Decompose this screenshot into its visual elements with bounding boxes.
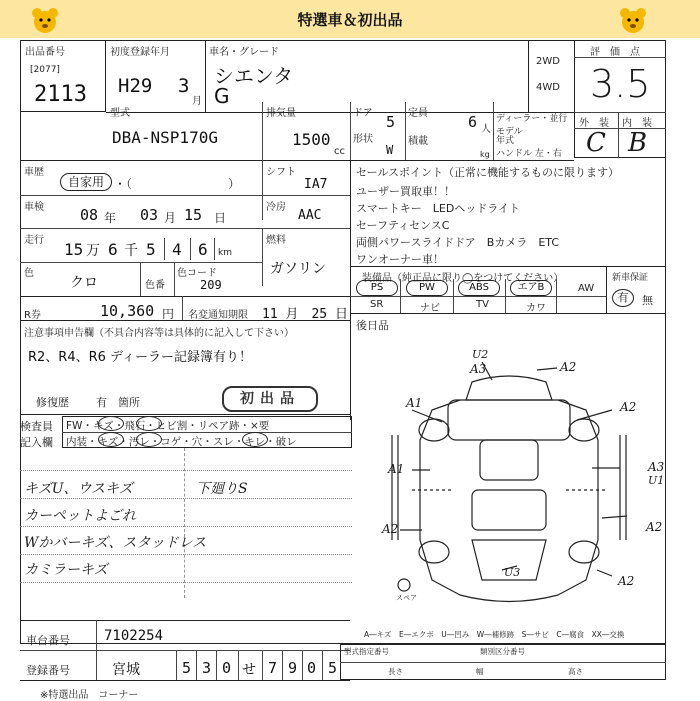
repair-label: 後日品 bbox=[356, 319, 389, 332]
stamp-text: 初出品 bbox=[240, 391, 300, 407]
insp-day: 15 bbox=[184, 206, 203, 224]
plate-area: 宮城 bbox=[112, 662, 140, 678]
mileage-u2: 千 bbox=[124, 243, 138, 259]
plate-d7: 5 bbox=[328, 659, 338, 677]
hand-note-4: Wかバーキズ、スタッドレス bbox=[24, 535, 207, 551]
equip-sr: SR bbox=[370, 299, 384, 310]
int-label: 内 装 bbox=[622, 118, 652, 129]
points-title: セールスポイント（正常に機能するものに限ります） bbox=[356, 166, 620, 179]
recycle-value: 10,360 bbox=[100, 302, 155, 320]
type-number-label: 型式指定番号 bbox=[344, 647, 389, 656]
mark-a2-left: A2 bbox=[382, 522, 399, 536]
check-row-1: FW・キズ・飛石・ヒビ割・リペア跡・×要 bbox=[66, 420, 270, 432]
points-line-4: 両側パワースライドドア Bカメラ ETC bbox=[356, 236, 560, 249]
mileage-d2: 6 bbox=[108, 240, 118, 259]
points-line-3: セーフティセンスC bbox=[356, 219, 450, 232]
equip-airbag: エアB bbox=[510, 280, 552, 296]
mark-u1-right: U1 bbox=[648, 474, 665, 487]
points-line-2: スマートキー LEDヘッドライト bbox=[356, 202, 520, 215]
mascot-icon-right bbox=[618, 6, 648, 34]
reg-era: H29 bbox=[118, 75, 153, 97]
check-row-2: 内装・キズ・汚レ・コゲ・穴・スレ・キレ・破レ bbox=[66, 436, 297, 448]
drive-4wd: 4WD bbox=[536, 82, 560, 93]
header-bar bbox=[0, 0, 700, 38]
notice-label: 名変通知期限 bbox=[188, 310, 248, 321]
mileage-d1: 15 bbox=[64, 240, 84, 259]
insp-year-unit: 年 bbox=[104, 211, 117, 225]
mark-a2-front-right: A2 bbox=[620, 400, 637, 414]
doors-value: 5 bbox=[386, 113, 396, 131]
plate-d5: 9 bbox=[288, 659, 298, 677]
hand-note-2: 下廻りS bbox=[196, 481, 248, 497]
recycle-label: R券 bbox=[24, 310, 41, 321]
ac-label: 冷房 bbox=[266, 202, 286, 213]
hand-note-3: カーペットよごれ bbox=[24, 508, 136, 524]
class-number-label: 類別区分番号 bbox=[480, 647, 525, 656]
history-label: 車歴 bbox=[24, 167, 44, 178]
check-label-2: 記入欄 bbox=[20, 436, 53, 449]
model-value: DBA-NSP170G bbox=[112, 128, 218, 147]
shape-label: 形状 bbox=[353, 134, 373, 145]
history-value: 自家用 bbox=[60, 173, 112, 191]
mileage-d4: 4 bbox=[172, 240, 182, 259]
height-label: 高さ bbox=[568, 667, 583, 676]
handle-label: ハンドル 左・右 bbox=[496, 149, 562, 159]
load-unit: kg bbox=[480, 150, 490, 159]
ac-value: AAC bbox=[298, 208, 322, 223]
points-line-5: ワンオーナー車！ bbox=[356, 253, 444, 266]
mileage-label: 走行 bbox=[24, 235, 44, 246]
car-damage-diagram bbox=[352, 340, 666, 625]
cap-unit: 人 bbox=[481, 124, 491, 135]
newcar-label: 新車保証 bbox=[612, 273, 649, 283]
mileage-unit: km bbox=[218, 248, 232, 258]
car-name: シエンタ bbox=[214, 64, 294, 88]
insp-month: 03 bbox=[140, 206, 159, 224]
disp-label: 排気量 bbox=[266, 108, 296, 119]
shift-label: シフト bbox=[266, 167, 296, 178]
plate-d2: 3 bbox=[202, 659, 212, 677]
insp-day-unit: 日 bbox=[214, 211, 227, 225]
length-label: 長さ bbox=[388, 667, 403, 676]
reg-label: 初度登録年月 bbox=[110, 47, 170, 58]
load-label: 積載 bbox=[408, 136, 428, 147]
mark-a2-rear: A2 bbox=[618, 574, 635, 588]
shift-value: IA7 bbox=[304, 177, 328, 192]
plate-label: 登録番号 bbox=[26, 664, 70, 677]
color-label: 色 bbox=[24, 268, 34, 279]
car-grade: G bbox=[214, 84, 230, 108]
int-grade: B bbox=[628, 128, 648, 158]
fuel-label: 燃料 bbox=[266, 235, 286, 246]
equip-aw: AW bbox=[578, 283, 595, 294]
lot-label: 出品番号 bbox=[25, 47, 65, 58]
model-label: 型式 bbox=[110, 108, 130, 119]
notice-value: 11 月 25 日 bbox=[262, 307, 348, 322]
mark-a2-top: A2 bbox=[560, 360, 577, 374]
plate-kana: せ bbox=[242, 662, 256, 678]
car-label: 車名・グレード bbox=[209, 47, 279, 58]
cap-label: 定員 bbox=[408, 108, 428, 119]
mark-u2: U2 bbox=[472, 348, 489, 361]
ext-grade: C bbox=[586, 128, 606, 158]
mileage-d5: 6 bbox=[198, 240, 208, 259]
header-title: 特選車＆初出品 bbox=[297, 11, 403, 29]
cap-value: 6 bbox=[468, 113, 478, 131]
doors-label: ドア bbox=[353, 108, 373, 119]
fix-label: 修復歴 bbox=[36, 396, 69, 409]
ext-label: 外 装 bbox=[579, 118, 609, 129]
reg-month: 3 bbox=[178, 75, 190, 97]
mark-u3: U3 bbox=[504, 566, 521, 579]
chassis-label: 車台番号 bbox=[26, 634, 70, 647]
score-label: 評 価 点 bbox=[590, 47, 640, 58]
spare-label: スペア bbox=[396, 594, 417, 602]
plate-d6: 0 bbox=[307, 659, 317, 677]
equip-leather: カワ bbox=[526, 303, 546, 314]
disp-unit: cc bbox=[334, 146, 345, 157]
color-value: クロ bbox=[70, 275, 98, 291]
equip-pw: PW bbox=[406, 280, 448, 296]
mark-a3-right: A3 bbox=[648, 460, 665, 474]
hand-note-1: キズU、ウスキズ bbox=[24, 481, 133, 497]
year-label: 年式 bbox=[496, 136, 515, 146]
drive-2wd: 2WD bbox=[536, 56, 560, 67]
equip-ps: PS bbox=[356, 280, 398, 296]
history-rest: ・（ ） bbox=[114, 177, 241, 191]
lot-sub: [2077] bbox=[30, 65, 60, 75]
mileage-d3: 5 bbox=[146, 240, 156, 259]
notes-title: 注意事項申告欄（不具合内容等は具体的に記入して下さい） bbox=[24, 328, 294, 339]
fix-value: 有 箇所 bbox=[96, 396, 140, 409]
mark-a2-right: A2 bbox=[646, 520, 663, 534]
disp-value: 1500 bbox=[292, 130, 331, 149]
mark-a1-front-left: A1 bbox=[406, 396, 423, 410]
notes-value: R2、R4、R6 ディーラー記録簿有り！ bbox=[28, 350, 253, 365]
chassis-value: 7102254 bbox=[104, 628, 164, 644]
newcar-no: 無 bbox=[642, 294, 653, 307]
plate-d1: 5 bbox=[182, 659, 192, 677]
width-label: 幅 bbox=[476, 667, 484, 676]
fuel-value: ガソリン bbox=[270, 261, 326, 277]
points-line-1: ユーザー買取車！！ bbox=[356, 185, 455, 198]
insp-year: 08 bbox=[80, 206, 99, 224]
shape-value: W bbox=[386, 143, 394, 157]
footer-text: ※特選出品 コーナー bbox=[40, 690, 139, 701]
hand-note-5: カミラーキズ bbox=[24, 562, 108, 578]
plate-d4: 7 bbox=[268, 659, 278, 677]
lot-number: 2113 bbox=[34, 82, 87, 107]
equip-abs: ABS bbox=[458, 280, 500, 296]
color-num-label: 色番 bbox=[145, 280, 165, 291]
diagram-legend: A―キズ E―エクボ U―凹み W―補修跡 S―サビ C―腐食 XX―交換 bbox=[364, 630, 625, 639]
equip-title: 装備品（純正品に限り◯をつけてください） bbox=[362, 273, 564, 284]
inspection-label: 車検 bbox=[24, 202, 44, 213]
first-listing-stamp bbox=[222, 386, 318, 412]
mark-a1-left: A1 bbox=[388, 462, 405, 476]
check-label-1: 検査員 bbox=[20, 420, 53, 433]
color-code: 209 bbox=[200, 278, 222, 292]
newcar-yes: 有 bbox=[612, 289, 634, 307]
equip-navi: ナビ bbox=[420, 303, 440, 314]
reg-month-unit: 月 bbox=[192, 96, 202, 107]
model-year-label: モデル bbox=[496, 127, 523, 137]
recycle-unit: 円 bbox=[162, 307, 175, 321]
mark-a3-top: A3 bbox=[470, 362, 487, 376]
color-code-label: 色コード bbox=[177, 268, 217, 279]
plate-d3: 0 bbox=[222, 659, 232, 677]
mileage-u1: 万 bbox=[86, 243, 100, 259]
equip-tv: TV bbox=[476, 299, 489, 310]
insp-month-unit: 月 bbox=[164, 211, 177, 225]
dealer-label: ディーラー・並行 bbox=[496, 114, 568, 124]
score-value: 3.5 bbox=[590, 62, 651, 106]
